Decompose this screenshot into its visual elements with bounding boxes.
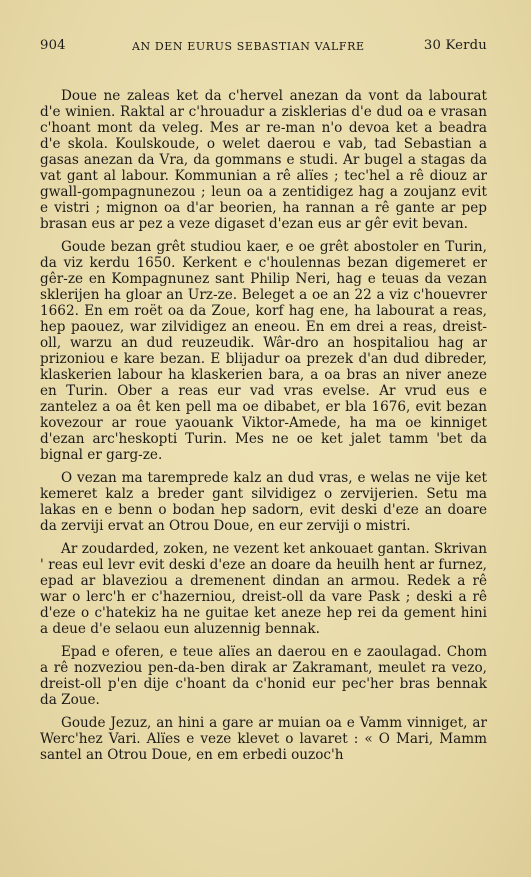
paragraph: Ar zoudarded, zoken, ne vezent ket ankouaet gantan. Skrivan ' reas eul levr evit deski d'eze an doare da heuilh hent ar furnez, epad ar blaveziou a dremenent dindan an armou. Redek a rê war o lerc'h er c'hazerniou, dreist-oll da vare Pask ; deski a rê d'eze o c'hatekiz ha ne guitae ket aneze hep rei da gement hini a deue d'e selaou eun aluzennig bennak. xyxy=(40,541,487,637)
paragraph: Epad e oferen, e teue alïes an daerou en e zaoulagad. Chom a rê nozveziou pen-da-ben dirak ar Zakramant, meulet ra vezo, dreist-oll p'en dije c'hoant da c'honid eur pec'her bras bennak da Zoue. xyxy=(40,644,487,708)
running-title: AN DEN EURUS SEBASTIAN VALFRE xyxy=(132,40,365,53)
paragraph: O vezan ma taremprede kalz an dud vras, e welas ne vije ket kemeret kalz a breder gant silvidigez o zervijerien. Setu ma lakas en e benn o bodan hep sadorn, evit deski d'eze an doare da zerviji ervat an Otrou Doue, en eur zerviji o mistri. xyxy=(40,470,487,534)
paragraph: Goude bezan grêt studiou kaer, e oe grêt abostoler en Turin, da viz kerdu 1650. Kerkent e c'houlennas bezan digemeret er gêr-ze en Kompagnunez sant Philip Neri, hag e teuas da vezan sklerijen ha gloar an Urz-ze. Beleget a oe an 22 a viz c'houevrer 1662. En em roët oa da Zoue, korf hag ene, ha labourat a reas, hep paouez, war zilvidigez an eneou. En em drei a reas, dreist-oll, warzu an dud reuzeudik. Wâr-dro an hospitaliou hag ar prizoniou e kare bezan. E blijadur oa prezek d'an dud dibreder, klaskerien labour ha klaskerien bara, a oa bras an niver aneze en Turin. Ober a reas eur vad vras evelse. Ar vrud eus e zantelez a oa êt ken pell ma oe dibabet, er bla 1676, evit bezan kovezour ar roue yaouank Viktor-Amede, ha ma oe kinniget d'ezan arc'heskopti Turin. Mes ne oe ket jalet tamm 'bet da bignal er garg-ze. xyxy=(40,239,487,463)
page-number: 904 xyxy=(40,38,66,53)
paragraph: Goude Jezuz, an hini a gare ar muian oa e Vamm vinniget, ar Werc'hez Vari. Alïes e veze klevet o lavaret : « O Mari, Mamm santel an Otrou Doue, en em erbedi ouzoc'h xyxy=(40,715,487,763)
page-body xyxy=(40,88,487,763)
paragraph: Doue ne zaleas ket da c'hervel anezan da vont da labourat d'e winien. Raktal ar c'hrouadur a zisklerias d'e dud oa e vrasan c'hoant mont da veleg. Mes ar re-man n'o devoa ket a beadra d'e skola. Koulskoude, o welet daerou e vab, tad Sebastian a gasas anezan da Vra, da gommans e studi. Ar bugel a stagas da vat gant al labour. Kommunian a rê alïes ; tec'hel a rê diouz ar gwall-gompagnunezou ; leun oa a zentidigez hag a zoujanz evit e vistri ; mignon oa d'ar beorien, ha rannan a rê gante ar pep brasan eus ar pez a veze digaset d'ezan eus ar gêr evit bevan. xyxy=(40,88,487,232)
page-header xyxy=(40,34,487,58)
chapter-label: 30 Kerdu xyxy=(423,38,487,53)
